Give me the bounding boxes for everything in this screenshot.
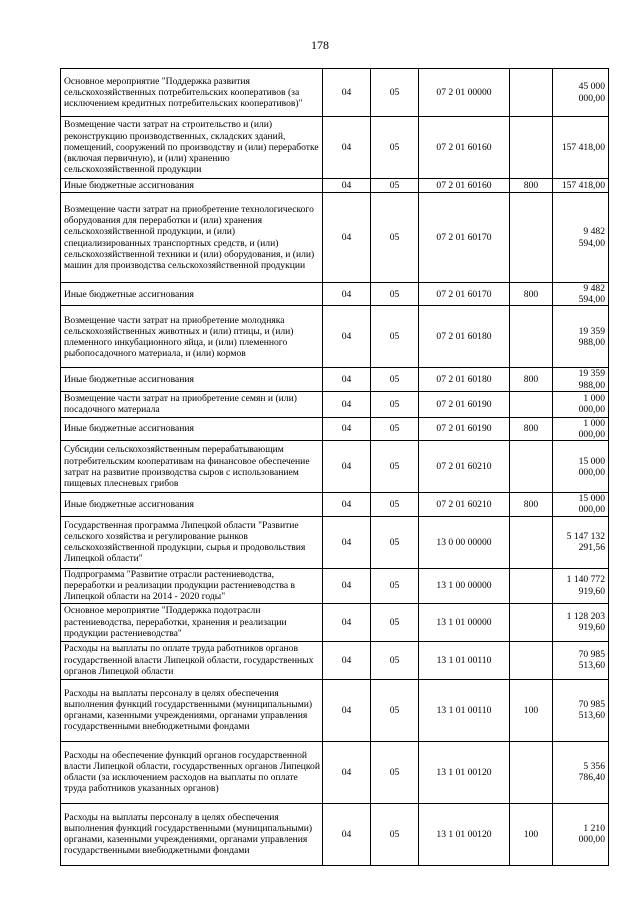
- row-target-article: 07 2 01 60170: [419, 193, 510, 283]
- table-row: [61, 441, 609, 493]
- row-expense-type: [510, 117, 553, 179]
- row-amount: 45 000 000,00: [553, 69, 609, 117]
- row-section: 04: [323, 493, 371, 516]
- row-name: Возмещение части затрат на приобретение семян и (или) посадочного материала: [61, 391, 323, 417]
- row-target-article: 07 2 01 60190: [419, 417, 510, 440]
- row-expense-type: [510, 603, 553, 641]
- row-expense-type: 800: [510, 493, 553, 516]
- row-section: 04: [323, 417, 371, 440]
- row-expense-type: 800: [510, 283, 553, 306]
- row-name: Иные бюджетные ассигнования: [61, 179, 323, 193]
- row-target-article: 13 1 01 00110: [419, 679, 510, 741]
- row-subsection: 05: [371, 679, 419, 741]
- row-name: Иные бюджетные ассигнования: [61, 368, 323, 391]
- row-section: 04: [323, 641, 371, 679]
- row-section: 04: [323, 803, 371, 865]
- row-section: 04: [323, 179, 371, 193]
- row-expense-type: [510, 741, 553, 803]
- row-amount: 15 000 000,00: [553, 441, 609, 493]
- row-target-article: 13 1 00 00000: [419, 568, 510, 603]
- row-target-article: 07 2 01 60210: [419, 493, 510, 516]
- row-amount: 1 210 000,00: [553, 803, 609, 865]
- row-subsection: 05: [371, 803, 419, 865]
- row-target-article: 07 2 01 60160: [419, 179, 510, 193]
- row-expense-type: 800: [510, 368, 553, 391]
- table-row: [61, 179, 609, 193]
- row-subsection: 05: [371, 516, 419, 568]
- row-amount: 70 985 513,60: [553, 679, 609, 741]
- row-amount: 9 482 594,00: [553, 283, 609, 306]
- row-section: 04: [323, 306, 371, 368]
- row-amount: 15 000 000,00: [553, 493, 609, 516]
- row-subsection: 05: [371, 179, 419, 193]
- row-section: 04: [323, 391, 371, 417]
- row-expense-type: 800: [510, 417, 553, 440]
- page-number: 178: [311, 38, 329, 52]
- row-amount: 19 359 988,00: [553, 368, 609, 391]
- row-amount: 1 000 000,00: [553, 417, 609, 440]
- row-amount: 1 128 203 919,60: [553, 603, 609, 641]
- table-row: [61, 69, 609, 117]
- row-expense-type: [510, 306, 553, 368]
- row-section: 04: [323, 741, 371, 803]
- row-section: 04: [323, 516, 371, 568]
- table-row: [61, 306, 609, 368]
- table-row: [61, 803, 609, 865]
- row-expense-type: [510, 391, 553, 417]
- row-name: Расходы на выплаты персоналу в целях обеспечения выполнения функций государственными (муниципальными) органами, казенными учреждениями, органами управления государственными внебюджетными фондами: [61, 803, 323, 865]
- row-amount: 19 359 988,00: [553, 306, 609, 368]
- row-name: Возмещение части затрат на строительство и (или) реконструкцию производственных, складских зданий, помещений, сооружений по производству и (или) переработке (включая первичную), и (или) хранению сельскохозяйственной продукции: [61, 117, 323, 179]
- row-target-article: 13 1 01 00120: [419, 803, 510, 865]
- row-name: Иные бюджетные ассигнования: [61, 283, 323, 306]
- row-name: Субсидии сельскохозяйственным перерабатывающим потребительским кооперативам на финансовое обеспечение затрат на развитие производства сыров с использованием пищевых плесневых грибов: [61, 441, 323, 493]
- row-section: 04: [323, 193, 371, 283]
- row-section: 04: [323, 679, 371, 741]
- row-amount: 5 147 132 291,56: [553, 516, 609, 568]
- table-row: [61, 391, 609, 417]
- row-expense-type: [510, 641, 553, 679]
- row-expense-type: [510, 441, 553, 493]
- row-subsection: 05: [371, 441, 419, 493]
- table-row: [61, 283, 609, 306]
- row-expense-type: [510, 516, 553, 568]
- row-subsection: 05: [371, 117, 419, 179]
- row-target-article: 07 2 01 60210: [419, 441, 510, 493]
- row-subsection: 05: [371, 741, 419, 803]
- row-section: 04: [323, 368, 371, 391]
- row-name: Государственная программа Липецкой области "Развитие сельского хозяйства и регулирование рынков сельскохозяйственной продукции, сырья и продовольствия Липецкой области": [61, 516, 323, 568]
- budget-table: [60, 68, 609, 866]
- row-section: 04: [323, 568, 371, 603]
- row-subsection: 05: [371, 368, 419, 391]
- row-amount: 1 000 000,00: [553, 391, 609, 417]
- row-target-article: 13 1 01 00000: [419, 603, 510, 641]
- table-row: [61, 679, 609, 741]
- row-subsection: 05: [371, 493, 419, 516]
- row-amount: 70 985 513,60: [553, 641, 609, 679]
- row-name: Расходы на выплаты персоналу в целях обеспечения выполнения функций государственными (муниципальными) органами, казенными учреждениями, органами управления государственными внебюджетными фондами: [61, 679, 323, 741]
- row-name: Иные бюджетные ассигнования: [61, 493, 323, 516]
- row-expense-type: 800: [510, 179, 553, 193]
- row-amount: 9 482 594,00: [553, 193, 609, 283]
- table-row: [61, 741, 609, 803]
- row-subsection: 05: [371, 391, 419, 417]
- row-subsection: 05: [371, 283, 419, 306]
- row-name: Возмещение части затрат на приобретение молодняка сельскохозяйственных животных и (или) птицы, и (или) племенного инкубационного яйца, и (или) племенного рыбопосадочного материала, и (или) кормов: [61, 306, 323, 368]
- row-target-article: 07 2 01 60160: [419, 117, 510, 179]
- row-target-article: 13 1 01 00110: [419, 641, 510, 679]
- row-name: Расходы на обеспечение функций органов государственной власти Липецкой области, государственных органов Липецкой области (за исключением расходов на выплаты по оплате труда работников указанных органов): [61, 741, 323, 803]
- row-name: Расходы на выплаты по оплате труда работников органов государственной власти Липецкой области, государственных органов Липецкой области: [61, 641, 323, 679]
- row-expense-type: [510, 193, 553, 283]
- row-name: Основное мероприятие "Поддержка подотрасли растениеводства, переработки, хранения и реализации продукции растениеводства": [61, 603, 323, 641]
- table-row: [61, 568, 609, 603]
- row-section: 04: [323, 441, 371, 493]
- table-row: [61, 417, 609, 440]
- row-expense-type: [510, 69, 553, 117]
- row-amount: 157 418,00: [553, 117, 609, 179]
- row-subsection: 05: [371, 69, 419, 117]
- row-target-article: 13 1 01 00120: [419, 741, 510, 803]
- row-target-article: 07 2 01 60170: [419, 283, 510, 306]
- row-subsection: 05: [371, 641, 419, 679]
- row-target-article: 07 2 01 60190: [419, 391, 510, 417]
- table-row: [61, 493, 609, 516]
- row-target-article: 07 2 01 60180: [419, 368, 510, 391]
- row-name: Возмещение части затрат на приобретение технологического оборудования для переработки и (или) хранения сельскохозяйственной продукции, и (или) специализированных транспортных средств, и (или) сельскохозяйственной техники и (или) оборудования, и (или) машин для производства сельскохозяйственной продукции: [61, 193, 323, 283]
- row-section: 04: [323, 283, 371, 306]
- row-subsection: 05: [371, 603, 419, 641]
- row-name: Основное мероприятие "Поддержка развития сельскохозяйственных потребительских кооперативов (за исключением кредитных потребительских кооперативов)": [61, 69, 323, 117]
- row-target-article: 13 0 00 00000: [419, 516, 510, 568]
- table-row: [61, 603, 609, 641]
- row-subsection: 05: [371, 306, 419, 368]
- row-expense-type: 100: [510, 679, 553, 741]
- row-subsection: 05: [371, 417, 419, 440]
- row-subsection: 05: [371, 193, 419, 283]
- budget-table-body: [61, 69, 609, 866]
- row-amount: 1 140 772 919,60: [553, 568, 609, 603]
- table-row: [61, 641, 609, 679]
- row-section: 04: [323, 603, 371, 641]
- row-subsection: 05: [371, 568, 419, 603]
- table-row: [61, 516, 609, 568]
- row-section: 04: [323, 69, 371, 117]
- table-row: [61, 117, 609, 179]
- row-expense-type: 100: [510, 803, 553, 865]
- row-expense-type: [510, 568, 553, 603]
- row-name: Подпрограмма "Развитие отрасли растениеводства, переработки и реализации продукции растениеводства в Липецкой области на 2014 - 2020 годы": [61, 568, 323, 603]
- row-target-article: 07 2 01 00000: [419, 69, 510, 117]
- table-row: [61, 368, 609, 391]
- row-target-article: 07 2 01 60180: [419, 306, 510, 368]
- row-section: 04: [323, 117, 371, 179]
- row-amount: 157 418,00: [553, 179, 609, 193]
- table-row: [61, 193, 609, 283]
- row-name: Иные бюджетные ассигнования: [61, 417, 323, 440]
- row-amount: 5 356 786,40: [553, 741, 609, 803]
